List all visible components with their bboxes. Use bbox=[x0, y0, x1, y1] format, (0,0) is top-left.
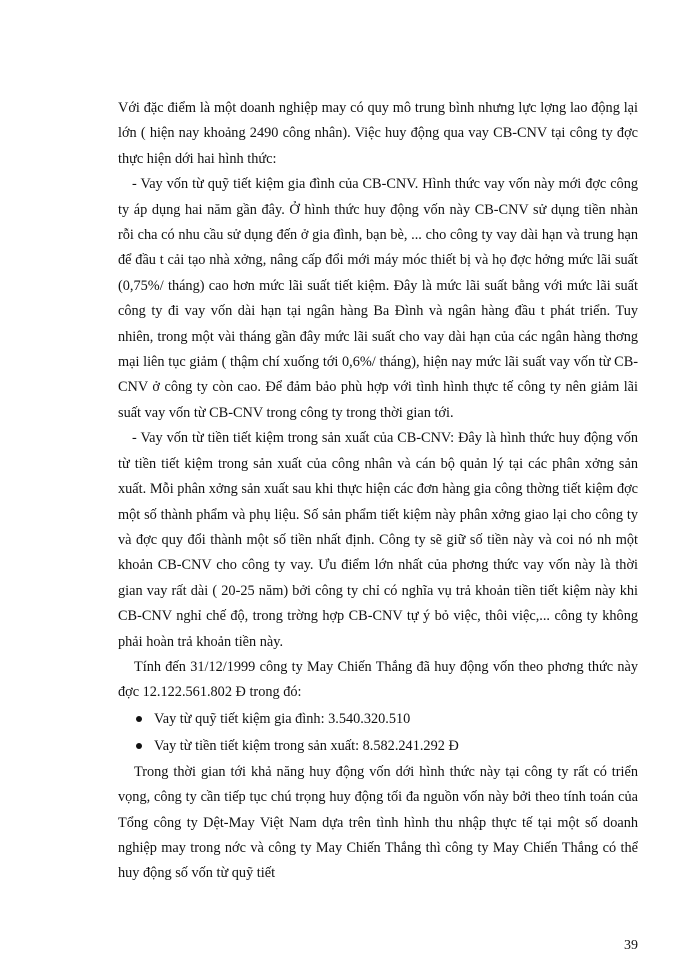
production-savings-paragraph: - Vay vốn từ tiền tiết kiệm trong sản xuất của CB-CNV: Đây là hình thức huy động vốn từ tiền tiết kiệm trong sản xuất của công nhân và cán bộ quản lý tại các phân xởng sản xuất. Mỗi phân xởng sản xuất sau khi thực hiện các đơn hàng gia công thờng tiết kiệm đợc một số thành phẩm và phụ liệu. Số sản phẩm tiết kiệm này phân xởng giao lại cho công ty và đợc quy đổi thành một số tiền nhất định. Công ty sẽ giữ số tiền này và coi nó nh một khoản CB-CNV cho công ty vay. Ưu điểm lớn nhất của phơng thức vay vốn này là thời gian vay rất dài ( 20-25 năm) bởi công ty chỉ có nghĩa vụ trả khoản tiền tiết kiệm này khi CB-CNV nghỉ chế độ, trong trờng hợp CB-CNV tự ý bỏ việc, thôi việc,... công ty không phải hoàn trả khoản tiền này. bbox=[118, 430, 638, 650]
bullet-icon bbox=[136, 716, 142, 722]
list-item bbox=[136, 706, 638, 733]
funding-breakdown-list bbox=[118, 706, 638, 760]
outlook-paragraph: Trong thời gian tới khả năng huy động vốn dới hình thức này tại công ty rất có triển vọng, công ty cần tiếp tục chú trọng huy động tối đa nguồn vốn này bởi theo tính toán của Tổng công ty Dệt-May Việt Nam dựa trên tình hình thu nhập thực tế tại một số doanh nghiệp may trong nớc và công ty May Chiến Thắng thì công ty May Chiến Thắng có thể huy động số vốn từ quỹ tiết bbox=[118, 763, 638, 882]
total-mobilized-paragraph: Tính đến 31/12/1999 công ty May Chiến Thắng đã huy động vốn theo phơng thức này đợc 12.122.561.802 Đ trong đó: bbox=[118, 658, 638, 701]
document-body bbox=[118, 96, 638, 887]
page-number: 39 bbox=[624, 938, 638, 953]
bullet-icon bbox=[136, 743, 142, 749]
family-savings-paragraph: - Vay vốn từ quỹ tiết kiệm gia đình của CB-CNV. Hình thức vay vốn này mới đợc công ty áp dụng hai năm gần đây. Ở hình thức huy động vốn này CB-CNV sử dụng tiền nhàn rỗi cha có nhu cầu sử dụng đến ở gia đình, bạn bè, ... cho công ty vay dài hạn và trung hạn để đầu t cải tạo nhà xởng, nâng cấp đổi mới máy móc thiết bị và họ đợc hởng mức lãi suất (0,75%/ tháng) cao hơn mức lãi suất tiết kiệm. Đây là mức lãi suất bằng với mức lãi suất công ty đi vay vốn dài hạn tại ngân hàng Ba Đình và ngân hàng đầu t phát triển. Tuy nhiên, trong một vài tháng gần đây mức lãi suất cho vay dài hạn của các ngân hàng thơng mại liên tục giảm ( thậm chí xuống tới 0,6%/ tháng), hiện nay mức lãi suất vay vốn từ CB-CNV ở công ty còn cao. Để đảm bảo phù hợp với tình hình thực tế công ty nên giảm lãi suất vay vốn từ CB-CNV trong công ty trong thời gian tới. bbox=[118, 176, 638, 421]
intro-paragraph: Với đặc điểm là một doanh nghiệp may có quy mô trung bình nhưng lực lợng lao động lại lớn ( hiện nay khoảng 2490 công nhân). Việc huy động qua vay CB-CNV tại công ty đợc thực hiện dới hai hình thức: bbox=[118, 100, 638, 167]
list-item bbox=[136, 733, 638, 760]
list-item-text: Vay từ tiền tiết kiệm trong sản xuất: 8.582.241.292 Đ bbox=[154, 737, 459, 754]
list-item-text: Vay từ quỹ tiết kiệm gia đình: 3.540.320.510 bbox=[154, 710, 411, 727]
